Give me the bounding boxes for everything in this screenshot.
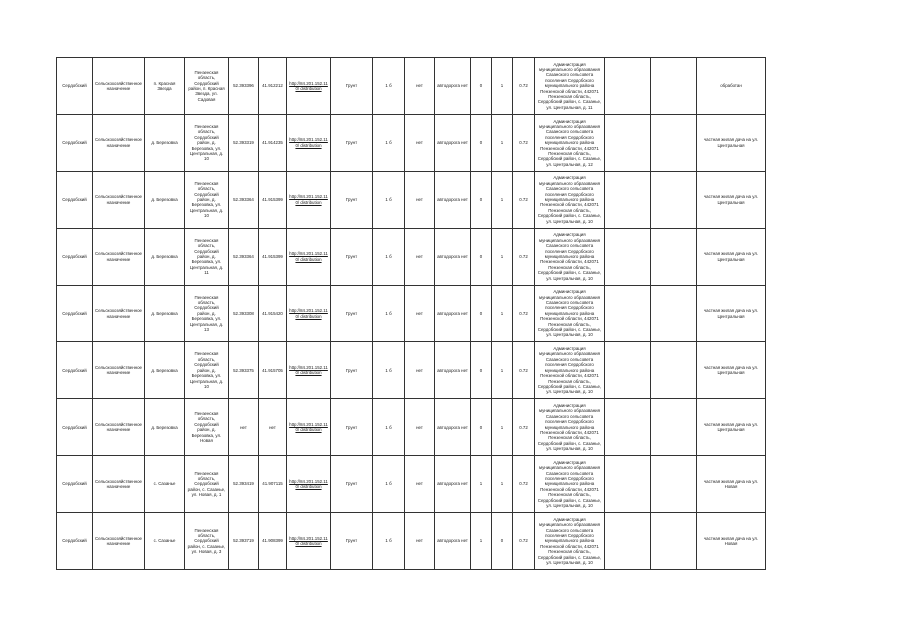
cell-owner: Администрация муниципального образования Сазанского сельсовета поселения Сердобского муниципального района Пензенской области, 442071 Пензенская область, Сердобский район, с. Сазанье, ул. Центральная, д. 10	[535, 171, 605, 228]
cell-owner: Администрация муниципального образования Сазанского сельсовета поселения Сердобского муниципального района Пензенской области, 442071 Пензенская область, Сердобский район, с. Сазанье, ул. Центральная, д. 10	[535, 456, 605, 513]
cell-c10: 0	[471, 228, 492, 285]
table-row	[57, 58, 766, 115]
map-link[interactable]: http://84.201.152.110/ distribution	[289, 194, 328, 205]
cell-c10: 0	[471, 342, 492, 399]
cell-c10: 0	[471, 58, 492, 115]
table-row	[57, 171, 766, 228]
cell-owner: Администрация муниципального образования Сазанского сельсовета поселения Сердобского муниципального района Пензенской области, 442071 Пензенская область, Сердобский район, с. Сазанье, ул. Центральная, д. 10	[535, 399, 605, 456]
cell-locality: д. Березовка	[145, 171, 185, 228]
cell-notes: частная жилая дача на ул. Центральная	[697, 399, 766, 456]
cell-address: Пензенская область, Сердобский район, д. Березовка, ул. Центральная, д. 13	[185, 285, 229, 342]
cell-address: Пензенская область, Сердобский район, с. Сазанье, ул. Новая, д. 1	[185, 456, 229, 513]
table-row	[57, 114, 766, 171]
cell-category: Сельскохозяйственное назначение	[93, 114, 145, 171]
cell-c14	[605, 399, 651, 456]
cell-c14	[605, 456, 651, 513]
cell-c15	[651, 456, 697, 513]
cell-address: Пензенская область, Сердобский район, п. Красная Звезда, ул. Садовая	[185, 58, 229, 115]
cell-surface: Грунт	[331, 228, 373, 285]
cell-c15	[651, 114, 697, 171]
cell-c9: автодорога нет	[435, 228, 471, 285]
cell-c8: нет	[405, 285, 435, 342]
cell-locality: с. Сазанье	[145, 513, 185, 570]
cell-lon: нет	[259, 399, 287, 456]
cell-district: Сердобский	[57, 456, 93, 513]
cell-c12: 0.72	[513, 171, 535, 228]
cell-lat: 52.393308	[229, 285, 259, 342]
cell-district: Сердобский	[57, 58, 93, 115]
cell-lat: 52.393319	[229, 114, 259, 171]
cell-surface: Грунт	[331, 399, 373, 456]
cell-owner: Администрация муниципального образования Сазанского сельсовета поселения Сердобского муниципального района Пензенской области, 442071 Пензенская область, Сердобский район, с. Сазанье, ул. Центральная, д. 10	[535, 513, 605, 570]
cell-notes: частная жилая дача на ул. Центральная	[697, 228, 766, 285]
table-body	[57, 58, 766, 570]
map-link[interactable]: http://84.201.152.110/ distribution	[289, 251, 328, 262]
cell-surface: Грунт	[331, 456, 373, 513]
cell-c14	[605, 513, 651, 570]
cell-locality: п. Красная Звезда	[145, 58, 185, 115]
table-row	[57, 456, 766, 513]
cell-c14	[605, 342, 651, 399]
cell-lat: нет	[229, 399, 259, 456]
cell-c9: автодорога нет	[435, 171, 471, 228]
cell-surface: Грунт	[331, 342, 373, 399]
cell-c8: нет	[405, 114, 435, 171]
cell-owner: Администрация муниципального образования Сазанского сельсовета поселения Сердобского муниципального района Пензенской области, 442071 Пензенская область, Сердобский район, с. Сазанье, ул. Центральная, д. 12	[535, 114, 605, 171]
cell-surface: Грунт	[331, 513, 373, 570]
cell-link[interactable]	[287, 513, 331, 570]
cell-c7: 1 б	[373, 342, 405, 399]
cell-owner: Администрация муниципального образования Сазанского сельсовета поселения Сердобского муниципального района Пензенской области, 442071 Пензенская область, Сердобский район, с. Сазанье, ул. Центральная, д. 10	[535, 228, 605, 285]
cell-c11: 1	[492, 171, 513, 228]
cell-category: Сельскохозяйственное назначение	[93, 342, 145, 399]
cell-c9: автодорога нет	[435, 285, 471, 342]
cell-c15	[651, 513, 697, 570]
cell-category: Сельскохозяйственное назначение	[93, 456, 145, 513]
cell-locality: д. Березовка	[145, 342, 185, 399]
cell-c10: 0	[471, 285, 492, 342]
cell-c11: 1	[492, 342, 513, 399]
map-link[interactable]: http://84.201.152.110/ distribution	[289, 308, 328, 319]
cell-locality: д. Березовка	[145, 285, 185, 342]
table-row	[57, 342, 766, 399]
cell-lon: 41.915399	[259, 228, 287, 285]
cell-notes: частная жилая дача на ул. Центральная	[697, 285, 766, 342]
cell-c12: 0.72	[513, 114, 535, 171]
cell-lon: 41.915705	[259, 342, 287, 399]
cell-c7: 1 б	[373, 399, 405, 456]
cell-c8: нет	[405, 171, 435, 228]
cell-address: Пензенская область, Сердобский район, д. Березовка, ул. Центральная, д. 10	[185, 171, 229, 228]
cell-lat: 52.393375	[229, 342, 259, 399]
cell-c9: автодорога нет	[435, 114, 471, 171]
cell-c14	[605, 114, 651, 171]
cell-lat: 52.393364	[229, 228, 259, 285]
cell-c12: 0.72	[513, 228, 535, 285]
cell-owner: Администрация муниципального образования Сазанского сельсовета поселения Сердобского муниципального района Пензенской области, 442071 Пензенская область, Сердобский район, с. Сазанье, ул. Центральная, д. 10	[535, 342, 605, 399]
cell-c7: 1 б	[373, 58, 405, 115]
cell-lat: 52.393419	[229, 456, 259, 513]
cell-notes: частная жилая дача на ул. Новая	[697, 513, 766, 570]
cell-owner: Администрация муниципального образования Сазанского сельсовета поселения Сердобского муниципального района Пензенской области, 442071 Пензенская область, Сердобский район, с. Сазанье, ул. Центральная, д. 11	[535, 58, 605, 115]
cell-address: Пензенская область, Сердобский район, д. Березовка, ул. Центральная, д. 10	[185, 342, 229, 399]
cell-lon: 41.915399	[259, 171, 287, 228]
cell-c8: нет	[405, 456, 435, 513]
cell-district: Сердобский	[57, 285, 93, 342]
cell-address: Пензенская область, Сердобский район, д. Березовка, ул. Центральная, д. 10	[185, 114, 229, 171]
cell-link[interactable]	[287, 399, 331, 456]
map-link[interactable]: http://84.201.152.110/ distribution	[289, 80, 328, 91]
cell-lon: 41.915420	[259, 285, 287, 342]
cell-district: Сердобский	[57, 513, 93, 570]
cell-c8: нет	[405, 58, 435, 115]
cell-c9: автодорога нет	[435, 342, 471, 399]
cell-district: Сердобский	[57, 399, 93, 456]
cell-c15	[651, 171, 697, 228]
cell-link[interactable]	[287, 285, 331, 342]
cell-c12: 0.72	[513, 456, 535, 513]
cell-c8: нет	[405, 342, 435, 399]
cell-c12: 0.72	[513, 285, 535, 342]
cell-c10: 1	[471, 513, 492, 570]
cell-c7: 1 б	[373, 285, 405, 342]
cell-c11: 0	[492, 513, 513, 570]
cell-c9: автодорога нет	[435, 399, 471, 456]
table-row	[57, 399, 766, 456]
cell-district: Сердобский	[57, 114, 93, 171]
cell-category: Сельскохозяйственное назначение	[93, 399, 145, 456]
cell-link[interactable]	[287, 456, 331, 513]
cell-c7: 1 б	[373, 114, 405, 171]
cell-lat: 52.393719	[229, 513, 259, 570]
cell-district: Сердобский	[57, 171, 93, 228]
cell-c7: 1 б	[373, 228, 405, 285]
map-link[interactable]: http://84.201.152.110/ distribution	[289, 478, 328, 490]
cell-surface: Грунт	[331, 114, 373, 171]
cell-surface: Грунт	[331, 171, 373, 228]
cell-c11: 1	[492, 456, 513, 513]
cell-c14	[605, 228, 651, 285]
cell-c7: 1 б	[373, 456, 405, 513]
cell-lat: 52.393396	[229, 58, 259, 115]
cell-c11: 1	[492, 58, 513, 115]
cell-district: Сердобский	[57, 228, 93, 285]
table-row	[57, 513, 766, 570]
cell-surface: Грунт	[331, 285, 373, 342]
cell-c7: 1 б	[373, 171, 405, 228]
cell-c11: 1	[492, 399, 513, 456]
table-row	[57, 285, 766, 342]
cell-c10: 0	[471, 399, 492, 456]
cell-c8: нет	[405, 399, 435, 456]
map-link[interactable]: http://84.201.152.110/ distribution	[289, 421, 328, 433]
cell-locality: д. Березовка	[145, 228, 185, 285]
cell-category: Сельскохозяйственное назначение	[93, 58, 145, 115]
data-table	[56, 57, 766, 570]
cell-c12: 0.72	[513, 399, 535, 456]
cell-c12: 0.72	[513, 58, 535, 115]
cell-lat: 52.393364	[229, 171, 259, 228]
cell-c9: автодорога нет	[435, 58, 471, 115]
cell-c10: 0	[471, 171, 492, 228]
cell-c14	[605, 285, 651, 342]
cell-c15	[651, 58, 697, 115]
cell-link[interactable]	[287, 171, 331, 228]
cell-district: Сердобский	[57, 342, 93, 399]
cell-c12: 0.72	[513, 513, 535, 570]
cell-c14	[605, 58, 651, 115]
cell-lon: 41.912212	[259, 58, 287, 115]
cell-lon: 41.908399	[259, 513, 287, 570]
cell-c15	[651, 399, 697, 456]
cell-address: Пензенская область, Сердобский район, д. Березовка, ул. Новая	[185, 399, 229, 456]
cell-category: Сельскохозяйственное назначение	[93, 228, 145, 285]
cell-link[interactable]	[287, 58, 331, 115]
cell-c8: нет	[405, 513, 435, 570]
map-link[interactable]: http://84.201.152.110/ distribution	[289, 137, 328, 148]
cell-lon: 41.907115	[259, 456, 287, 513]
cell-c11: 1	[492, 228, 513, 285]
cell-locality: д. Березовка	[145, 114, 185, 171]
cell-category: Сельскохозяйственное назначение	[93, 171, 145, 228]
cell-owner: Администрация муниципального образования Сазанского сельсовета поселения Сердобского муниципального района Пензенской области, 442071 Пензенская область, Сердобский район, с. Сазанье, ул. Центральная, д. 10	[535, 285, 605, 342]
map-link[interactable]: http://84.201.152.110/ distribution	[289, 535, 328, 547]
cell-c10: 1	[471, 456, 492, 513]
cell-category: Сельскохозяйственное назначение	[93, 285, 145, 342]
cell-c12: 0.72	[513, 342, 535, 399]
cell-c15	[651, 285, 697, 342]
map-link[interactable]: http://84.201.152.110/ distribution	[289, 364, 328, 376]
cell-c11: 1	[492, 114, 513, 171]
table-row	[57, 228, 766, 285]
cell-link[interactable]	[287, 114, 331, 171]
cell-c8: нет	[405, 228, 435, 285]
cell-locality: с. Сазанье	[145, 456, 185, 513]
cell-surface: Грунт	[331, 58, 373, 115]
cell-lon: 41.914235	[259, 114, 287, 171]
cell-notes: частная жилая дача на ул. Центральная	[697, 114, 766, 171]
cell-notes: частная жилая дача на ул. Новая	[697, 456, 766, 513]
cell-c9: автодорога нет	[435, 513, 471, 570]
cell-notes: частная жилая дача на ул. Центральная	[697, 342, 766, 399]
cell-notes: частная жилая дача на ул. Центральная	[697, 171, 766, 228]
cell-c9: автодорога нет	[435, 456, 471, 513]
cell-link[interactable]	[287, 228, 331, 285]
cell-link[interactable]	[287, 342, 331, 399]
cell-address: Пензенская область, Сердобский район, д. Березовка, ул. Центральная, д. 11	[185, 228, 229, 285]
cell-locality: д. Березовка	[145, 399, 185, 456]
cell-c7: 1 б	[373, 513, 405, 570]
cell-notes: обработан	[697, 58, 766, 115]
cell-category: Сельскохозяйственное назначение	[93, 513, 145, 570]
cell-address: Пензенская область, Сердобский район, с. Сазанье, ул. Новая, д. 3	[185, 513, 229, 570]
cell-c15	[651, 228, 697, 285]
cell-c10: 0	[471, 114, 492, 171]
cell-c15	[651, 342, 697, 399]
cell-c11: 1	[492, 285, 513, 342]
cell-c14	[605, 171, 651, 228]
